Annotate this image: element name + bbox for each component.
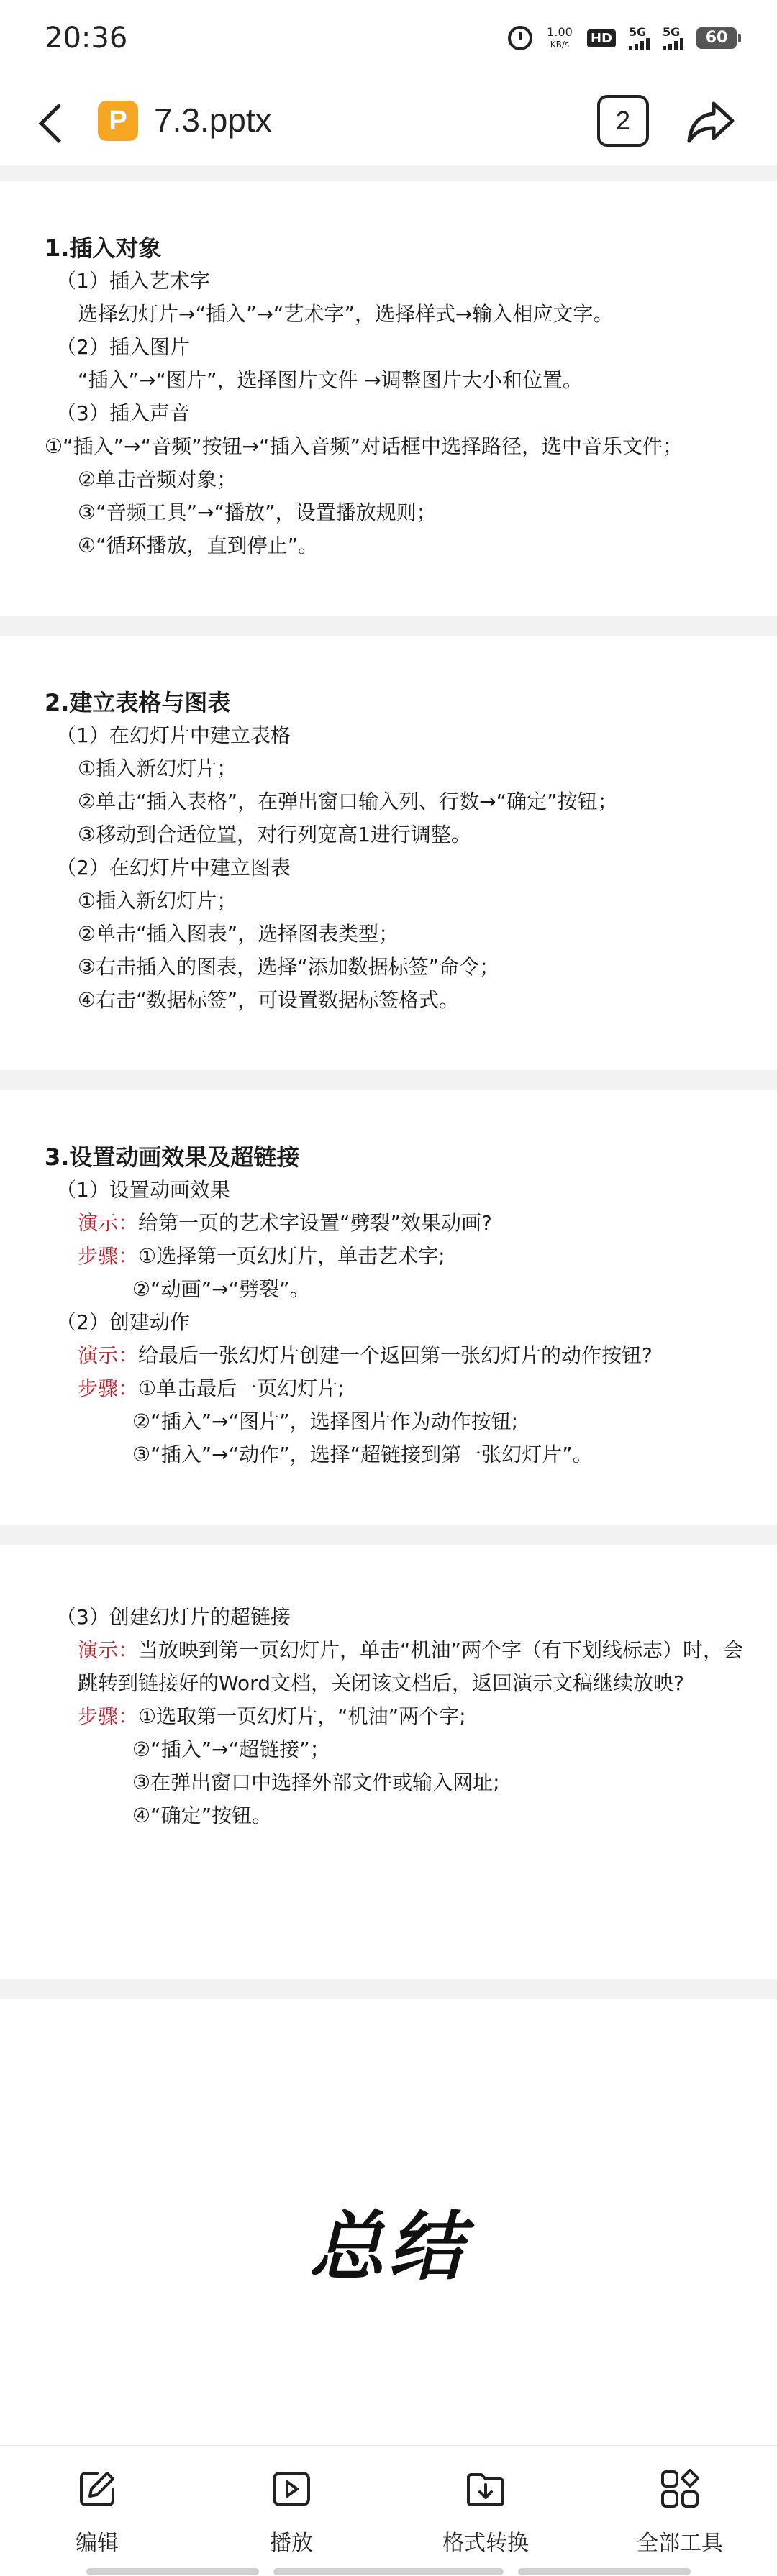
slide-2[interactable]	[0, 636, 777, 1070]
slide-line	[0, 1207, 777, 1240]
slide-line: ②单击“插入表格”，在弹出窗口输入列、行数→“确定”按钮；	[78, 790, 618, 813]
status-bar	[0, 0, 777, 79]
slide-line: ①插入新幻灯片；	[78, 757, 237, 780]
edit-button[interactable]	[0, 2446, 194, 2576]
slide-line: ③移动到合适位置，对行列宽高1进行调整。	[78, 823, 471, 846]
slide-1[interactable]	[0, 181, 777, 616]
gesture-bar	[518, 2568, 691, 2575]
hd-icon: HD	[587, 29, 616, 47]
slide-line: “插入”→“图片”，选择图片文件 →调整图片大小和位置。	[78, 368, 583, 392]
all-tools-label: 全部工具	[637, 2531, 723, 2556]
network-speed-value: 1.00	[547, 24, 573, 39]
page-count-button[interactable]: 2	[597, 95, 649, 147]
slide-line: （1）插入艺术字	[56, 269, 210, 293]
slide-line: ②“插入”→“图片”，选择图片作为动作按钮;	[132, 1410, 519, 1433]
slide-line: （1）设置动画效果	[56, 1178, 230, 1202]
play-button[interactable]	[194, 2446, 388, 2576]
play-label: 播放	[270, 2531, 313, 2556]
slide-line	[0, 1700, 777, 1733]
steps-label: 步骤：	[78, 1376, 139, 1400]
convert-icon	[464, 2467, 507, 2511]
slide-line: （2）创建动作	[56, 1310, 190, 1334]
alarm-icon	[508, 26, 532, 50]
bottom-toolbar	[0, 2445, 777, 2576]
app-bar	[0, 79, 777, 165]
step-text: ①选择第一页幻灯片，单击艺术字;	[138, 1244, 445, 1268]
slide-4[interactable]	[0, 1545, 777, 1979]
slide-line: ③在弹出窗口中选择外部文件或输入网址;	[132, 1771, 500, 1794]
gesture-bar	[86, 2568, 259, 2575]
gesture-bar	[273, 2568, 504, 2575]
signal-icon-2	[663, 27, 683, 50]
step-text: ①选取第一页幻灯片，“机油”两个字;	[138, 1704, 466, 1728]
network-type-1: 5G	[629, 25, 647, 39]
format-convert-button[interactable]	[388, 2446, 583, 2576]
slide-heading: 2.建立表格与图表	[45, 689, 231, 716]
pptx-file-icon: P	[98, 101, 138, 141]
slide-line: 选择幻灯片→“插入”→“艺术字”，选择样式→输入相应文字。	[78, 302, 614, 326]
slide-line: ①“插入”→“音频”按钮→“插入音频”对话框中选择路径，选中音乐文件；	[45, 434, 683, 458]
slide-line: ②“插入”→“超链接”；	[132, 1737, 330, 1761]
status-icons	[508, 26, 737, 50]
slide-line: （2）插入图片	[56, 335, 190, 359]
slide-line: ④右击“数据标签”，可设置数据标签格式。	[78, 988, 460, 1012]
network-type-2: 5G	[663, 25, 681, 39]
steps-label: 步骤：	[78, 1244, 139, 1268]
slide-line: ②“动画”→“劈裂”。	[132, 1277, 310, 1301]
step-text: ①单击最后一页幻灯片;	[138, 1376, 345, 1400]
slide-line: ③“音频工具”→“播放”，设置播放规则；	[78, 501, 437, 524]
slide-line	[0, 1240, 777, 1273]
battery-icon: 60	[696, 27, 737, 49]
steps-label: 步骤：	[78, 1704, 139, 1728]
slide-heading: 3.设置动画效果及超链接	[45, 1143, 300, 1171]
demo-label: 演示：	[78, 1211, 139, 1235]
slide-line: ①插入新幻灯片；	[78, 889, 237, 913]
slide-line: （3）创建幻灯片的超链接	[56, 1605, 291, 1629]
slide-heading: 1.插入对象	[45, 234, 162, 262]
demo-text: 给最后一张幻灯片创建一个返回第一张幻灯片的动作按钮?	[138, 1343, 653, 1367]
share-button[interactable]	[682, 93, 740, 151]
slide-line: （2）在幻灯片中建立图表	[56, 856, 291, 880]
slide-line	[0, 1339, 777, 1372]
network-speed-unit: KB/s	[550, 39, 570, 50]
slide-line: （3）插入声音	[56, 401, 190, 425]
status-time: 20:36	[45, 22, 128, 55]
slide-line: ③右击插入的图表，选择“添加数据标签”命令；	[78, 955, 500, 979]
network-speed	[545, 24, 574, 50]
slide-line: ④“确定”按钮。	[132, 1804, 273, 1827]
edit-label: 编辑	[76, 2531, 119, 2556]
slide-line: ③“插入”→“动作”，选择“超链接到第一张幻灯片”。	[132, 1443, 593, 1466]
slide-line: ②单击“插入图表”，选择图表类型；	[78, 922, 399, 946]
slide-3[interactable]	[0, 1090, 777, 1525]
play-icon	[270, 2467, 313, 2511]
slide-line: ④“循环播放，直到停止”。	[78, 534, 319, 557]
document-title: 7.3.pptx	[154, 101, 272, 139]
signal-icon-1	[629, 27, 650, 50]
back-button[interactable]	[29, 95, 79, 150]
demo-text: 当放映到第一页幻灯片，单击“机油”两个字（有下划线标志）时，会 跳转到链接好的Word文档，关闭该文档后，返回演示文稿继续放映?	[78, 1638, 744, 1695]
convert-label: 格式转换	[442, 2531, 529, 2556]
slide-line: （1）在幻灯片中建立表格	[56, 723, 291, 747]
slide-line	[0, 1372, 777, 1405]
summary-title: 总结	[309, 2203, 468, 2290]
demo-label: 演示：	[78, 1343, 139, 1367]
edit-icon	[76, 2467, 119, 2511]
all-tools-button[interactable]	[583, 2446, 777, 2576]
slide-5[interactable]	[0, 1999, 777, 2445]
slide-line	[0, 1634, 777, 1700]
demo-text: 给第一页的艺术字设置“劈裂”效果动画?	[138, 1211, 492, 1235]
demo-label: 演示：	[78, 1638, 139, 1662]
all-tools-icon	[658, 2467, 701, 2511]
slide-line: ②单击音频对象；	[78, 467, 237, 491]
share-icon	[682, 93, 740, 151]
